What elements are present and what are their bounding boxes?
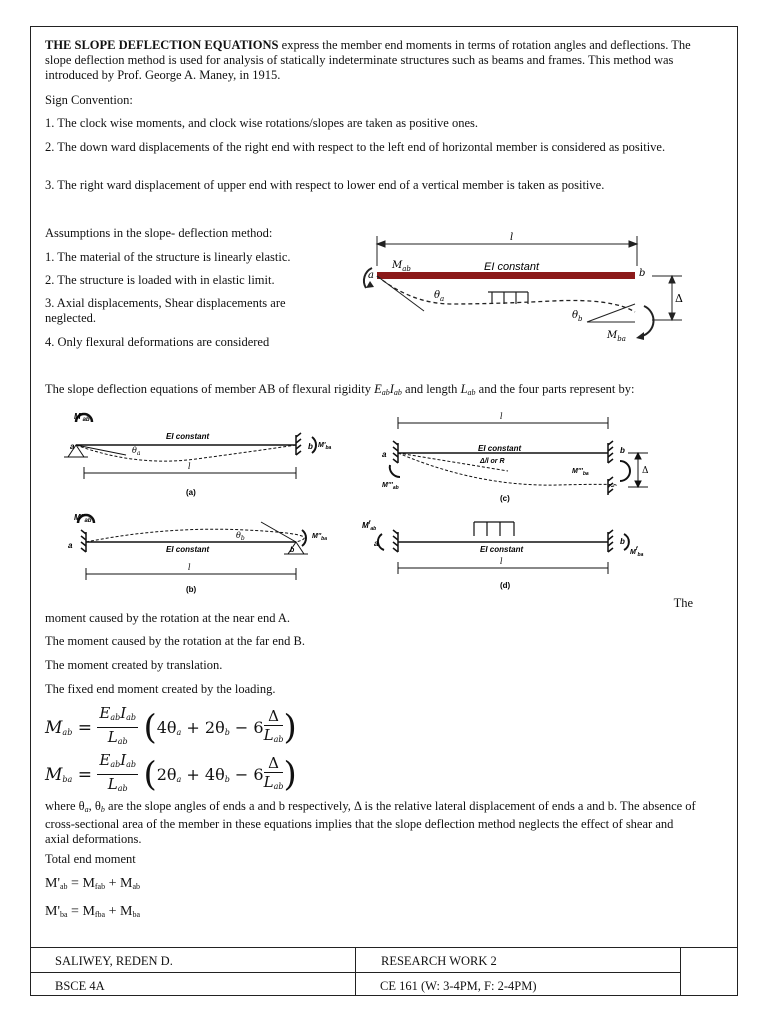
- fig-c-delta: Δ: [642, 466, 649, 476]
- svg-text:Mfab: [362, 520, 376, 532]
- eq1-delta-den: L: [263, 725, 274, 744]
- part-3: The moment created by translation.: [45, 658, 223, 672]
- eq1-equals: =: [72, 717, 98, 738]
- fig-c-mba: M''': [572, 468, 583, 475]
- eqi-i-sub: ab: [393, 388, 402, 397]
- eq1-lhs-sub: ab: [62, 727, 73, 737]
- footer-name: SALIWEY, REDEN D.: [55, 954, 173, 968]
- t1s: ab: [59, 882, 68, 891]
- eq2-lhs: M: [45, 764, 63, 785]
- total-line-1: [45, 876, 697, 894]
- eq2-lhs-sub: ba: [62, 774, 73, 784]
- assumptions-title: Assumptions in the slope- deflection method:: [45, 226, 273, 240]
- fig-a-b: b: [308, 442, 313, 451]
- main-theta-a-sub: a: [440, 295, 445, 303]
- eq2-body-sub1: a: [176, 775, 182, 784]
- fig-c-mab: M''': [382, 482, 393, 489]
- main-ei-label: EI constant: [484, 261, 540, 273]
- t2a: M': [45, 904, 60, 919]
- eqi-e: E: [374, 382, 382, 396]
- t2b: = M: [67, 904, 95, 919]
- part-4: The fixed end moment created by the loading.: [45, 682, 276, 696]
- eq1-num-sub2: ab: [126, 713, 137, 722]
- t1s3: ab: [132, 882, 141, 891]
- fig-b-l: l: [188, 563, 191, 572]
- main-deflected-shape: [377, 276, 635, 312]
- main-delta: Δ: [675, 292, 683, 305]
- fig-d-mab-sup: f: [368, 520, 371, 526]
- t1c: + M: [105, 876, 133, 891]
- eq1-delta-num: Δ: [264, 707, 284, 726]
- fig-c-l: l: [500, 412, 503, 421]
- sign-item-2: 2. The down ward displacements of the right end with respect to the left end of horizontal member is considered as positive.: [45, 140, 666, 154]
- svg-text:M''ba: [312, 533, 327, 542]
- footer-work: RESEARCH WORK 2: [381, 954, 497, 968]
- assumption-1: 1. The material of the structure is linearly elastic.: [45, 250, 291, 264]
- eqi-e-sub: ab: [381, 388, 390, 397]
- svg-text:Mfba: [630, 546, 644, 558]
- eq2-num-e: E: [99, 751, 111, 769]
- main-theta-b-sub: b: [578, 315, 583, 323]
- eq2-den-sub: ab: [117, 784, 128, 793]
- assumption-3: 3. Axial displacements, Shear displacements are neglected.: [45, 296, 286, 325]
- fig-c-b: b: [620, 446, 625, 455]
- eq2-num-sub2: ab: [126, 760, 137, 769]
- footer-top-line: [30, 947, 738, 948]
- parts-the: The: [673, 596, 693, 610]
- footer-subject: CE 161 (W: 3-4PM, F: 2-4PM): [380, 979, 537, 993]
- fig-a-theta-sub: a: [136, 450, 141, 457]
- fig-a-mab: M': [74, 412, 83, 421]
- fig-a-a: a: [70, 442, 75, 451]
- svg-text:M'''ab: [382, 482, 399, 491]
- fig-c-ei: EI constant: [478, 444, 522, 453]
- intro-text: express the member end moments in terms of rotation angles and deflections. The slope deflection method is used for analysis of statically indeterminate structures such as beams and frames. This method was introduced by Prof. George A. Maney, in 1915.: [45, 38, 691, 82]
- eqi-text2: and length: [401, 382, 461, 396]
- t2s: ba: [59, 910, 68, 919]
- main-mab: M: [392, 260, 403, 271]
- total-line-2: [45, 904, 697, 922]
- fig-b-theta: θ: [236, 531, 241, 540]
- eq1-den: L: [107, 728, 118, 746]
- t1b: = M: [67, 876, 95, 891]
- svg-text:θa: [132, 446, 141, 457]
- svg-text:Mab: [391, 260, 411, 273]
- svg-text:θb: [236, 531, 245, 542]
- eq2-num-sub1: ab: [110, 760, 121, 769]
- fig-d-b: b: [620, 537, 625, 546]
- equations-intro: [45, 382, 697, 400]
- eq1-num-i: I: [120, 704, 127, 722]
- assumption-4: 4. Only flexural deformations are considered: [45, 335, 270, 349]
- eq2-equals: =: [72, 764, 98, 785]
- svg-text:Mba: [606, 330, 626, 343]
- main-b-label: b: [639, 268, 646, 279]
- figure-d: [358, 512, 662, 600]
- where-t3: are the slope angles of ends a and b respectively, Δ is the relative lateral displacement of ends a and b. The absence of cross-sectional area of the member in these equations implies that the slope deflection method neglects the effect of shear and axial deformations.: [45, 799, 696, 846]
- where-s1: a: [84, 805, 89, 814]
- svg-text:M'ba: [318, 442, 332, 451]
- equation-mab: $M_{ab}$ = $\frac{E_{ab}I_{ab}}{L_{ab}}$ ($4\theta_a + 2\theta_b - 6$ $\frac{\Delta}{L_{ab}}$ ): [45, 704, 297, 748]
- eq2-body2: + 4θ: [181, 765, 225, 784]
- footer-col-divider-1: [355, 947, 356, 996]
- fig-b-mab-sub: ab: [84, 518, 92, 524]
- footer-col-divider-2: [680, 947, 681, 996]
- fig-d-mba: M: [630, 549, 636, 556]
- t1s2: fab: [94, 882, 106, 891]
- eq2-num-i: I: [120, 751, 127, 769]
- eq1-delta-den-sub: ab: [273, 734, 284, 744]
- where-t2: , θ: [88, 799, 101, 813]
- fig-c-a: a: [382, 450, 387, 459]
- eq1-body-sub2: b: [224, 728, 230, 737]
- main-theta-b: θ: [572, 310, 579, 321]
- main-theta-a: θ: [434, 290, 441, 301]
- eq1-num-sub1: ab: [110, 713, 121, 722]
- eq2-delta-den: L: [263, 772, 274, 791]
- eq2-delta-den-sub: ab: [273, 781, 284, 791]
- sign-item-3: 3. The right ward displacement of upper end with respect to lower end of a vertical member is taken as positive.: [45, 178, 605, 192]
- eq1-body2: + 2θ: [181, 718, 225, 737]
- eq2-delta-num: Δ: [264, 754, 284, 773]
- t2s3: ba: [132, 910, 141, 919]
- main-mab-sub: ab: [402, 265, 411, 273]
- intro-paragraph: [45, 38, 697, 83]
- fig-a-theta: θ: [132, 446, 137, 455]
- sign-title: Sign Convention:: [45, 93, 133, 107]
- main-l-label: l: [510, 232, 514, 243]
- fig-d-caption: (d): [500, 581, 511, 590]
- fig-d-l: l: [500, 557, 503, 566]
- total-title: Total end moment: [45, 852, 136, 866]
- fig-c-mba-sub: ba: [582, 471, 589, 477]
- fig-d-ei: EI constant: [480, 545, 524, 554]
- fig-a-mab-sub: ab: [82, 417, 90, 423]
- fig-d-mba-sup: f: [635, 546, 638, 552]
- fig-d-mab: M: [362, 521, 369, 530]
- figure-c: [358, 407, 662, 505]
- part-1: moment caused by the rotation at the near end A.: [45, 611, 291, 625]
- fig-a-mba: M': [318, 442, 326, 449]
- svg-text:θa: [434, 290, 444, 303]
- where-s2: b: [100, 805, 105, 814]
- fig-d-a: a: [374, 539, 379, 548]
- fig-b-theta-sub: b: [240, 535, 245, 542]
- eq1-body1: 4θ: [156, 718, 177, 737]
- eqi-i: I: [389, 382, 394, 396]
- main-mba-arrow: [642, 306, 654, 336]
- part-2: The moment caused by the rotation at the far end B.: [45, 634, 305, 648]
- main-a-label: a: [368, 270, 374, 281]
- fig-a-mba-sub: ba: [325, 445, 332, 451]
- assumption-2: 2. The structure is loaded with in elastic limit.: [45, 273, 275, 287]
- figure-b: [46, 508, 348, 600]
- fig-a-l: l: [188, 462, 191, 471]
- fig-a-ei: EI constant: [166, 432, 210, 441]
- figure-a: [46, 407, 348, 503]
- svg-text:M'''ba: [572, 468, 589, 477]
- t2s2: fba: [94, 910, 106, 919]
- fig-b-b: b: [290, 547, 295, 554]
- main-mba: M: [607, 330, 618, 341]
- intro-lead: THE SLOPE DEFLECTION EQUATIONS: [45, 38, 279, 52]
- fig-b-mba-sub: ba: [321, 536, 328, 542]
- eq1-body-sub1: a: [176, 728, 182, 737]
- fig-d-mab-sub: ab: [370, 526, 377, 532]
- main-beam: [377, 272, 635, 279]
- fig-c-mab-sub: ab: [392, 485, 399, 491]
- eq1-lhs: M: [45, 717, 63, 738]
- t1a: M': [45, 876, 60, 891]
- main-mba-sub: ba: [617, 335, 626, 343]
- eq1-num-e: E: [99, 704, 111, 722]
- eqi-text1: The slope deflection equations of member AB of flexural rigidity: [45, 382, 375, 396]
- fig-b-mab: M'': [74, 513, 85, 522]
- equation-mba: $M_{ba}$ = $\frac{E_{ab}I_{ab}}{L_{ab}}$ ($2\theta_a + 4\theta_b - 6$ $\frac{\Delta}{L_{ab}}$ ): [45, 751, 297, 795]
- fig-b-mba: M'': [312, 533, 322, 540]
- eq2-den: L: [107, 775, 118, 793]
- sign-item-1: 1. The clock wise moments, and clock wise rotations/slopes are taken as positive ones.: [45, 116, 479, 130]
- eq1-body3: − 6: [229, 718, 264, 737]
- fig-c-caption: (c): [500, 494, 510, 503]
- slope-deflection-figure: [352, 226, 692, 348]
- eq1-den-sub: ab: [117, 737, 128, 746]
- eqi-text3: and the four parts represent by:: [475, 382, 635, 396]
- eq2-body1: 2θ: [156, 765, 177, 784]
- fig-b-a: a: [68, 541, 73, 550]
- where-t1: where θ: [45, 799, 85, 813]
- eqi-l: L: [460, 382, 468, 396]
- where-paragraph: [45, 799, 697, 847]
- fig-a-caption: (a): [186, 488, 196, 497]
- svg-text:θb: [572, 310, 583, 323]
- fig-d-mba-sub: ba: [637, 552, 644, 558]
- fig-b-ei: EI constant: [166, 545, 210, 554]
- eq2-body3: − 6: [229, 765, 264, 784]
- t2c: + M: [105, 904, 133, 919]
- fig-c-dr: Δ/l or R: [480, 458, 505, 465]
- eqi-l-sub: ab: [467, 388, 476, 397]
- eq2-body-sub2: b: [224, 775, 230, 784]
- footer-course: BSCE 4A: [55, 979, 105, 993]
- fig-b-caption: (b): [186, 585, 197, 594]
